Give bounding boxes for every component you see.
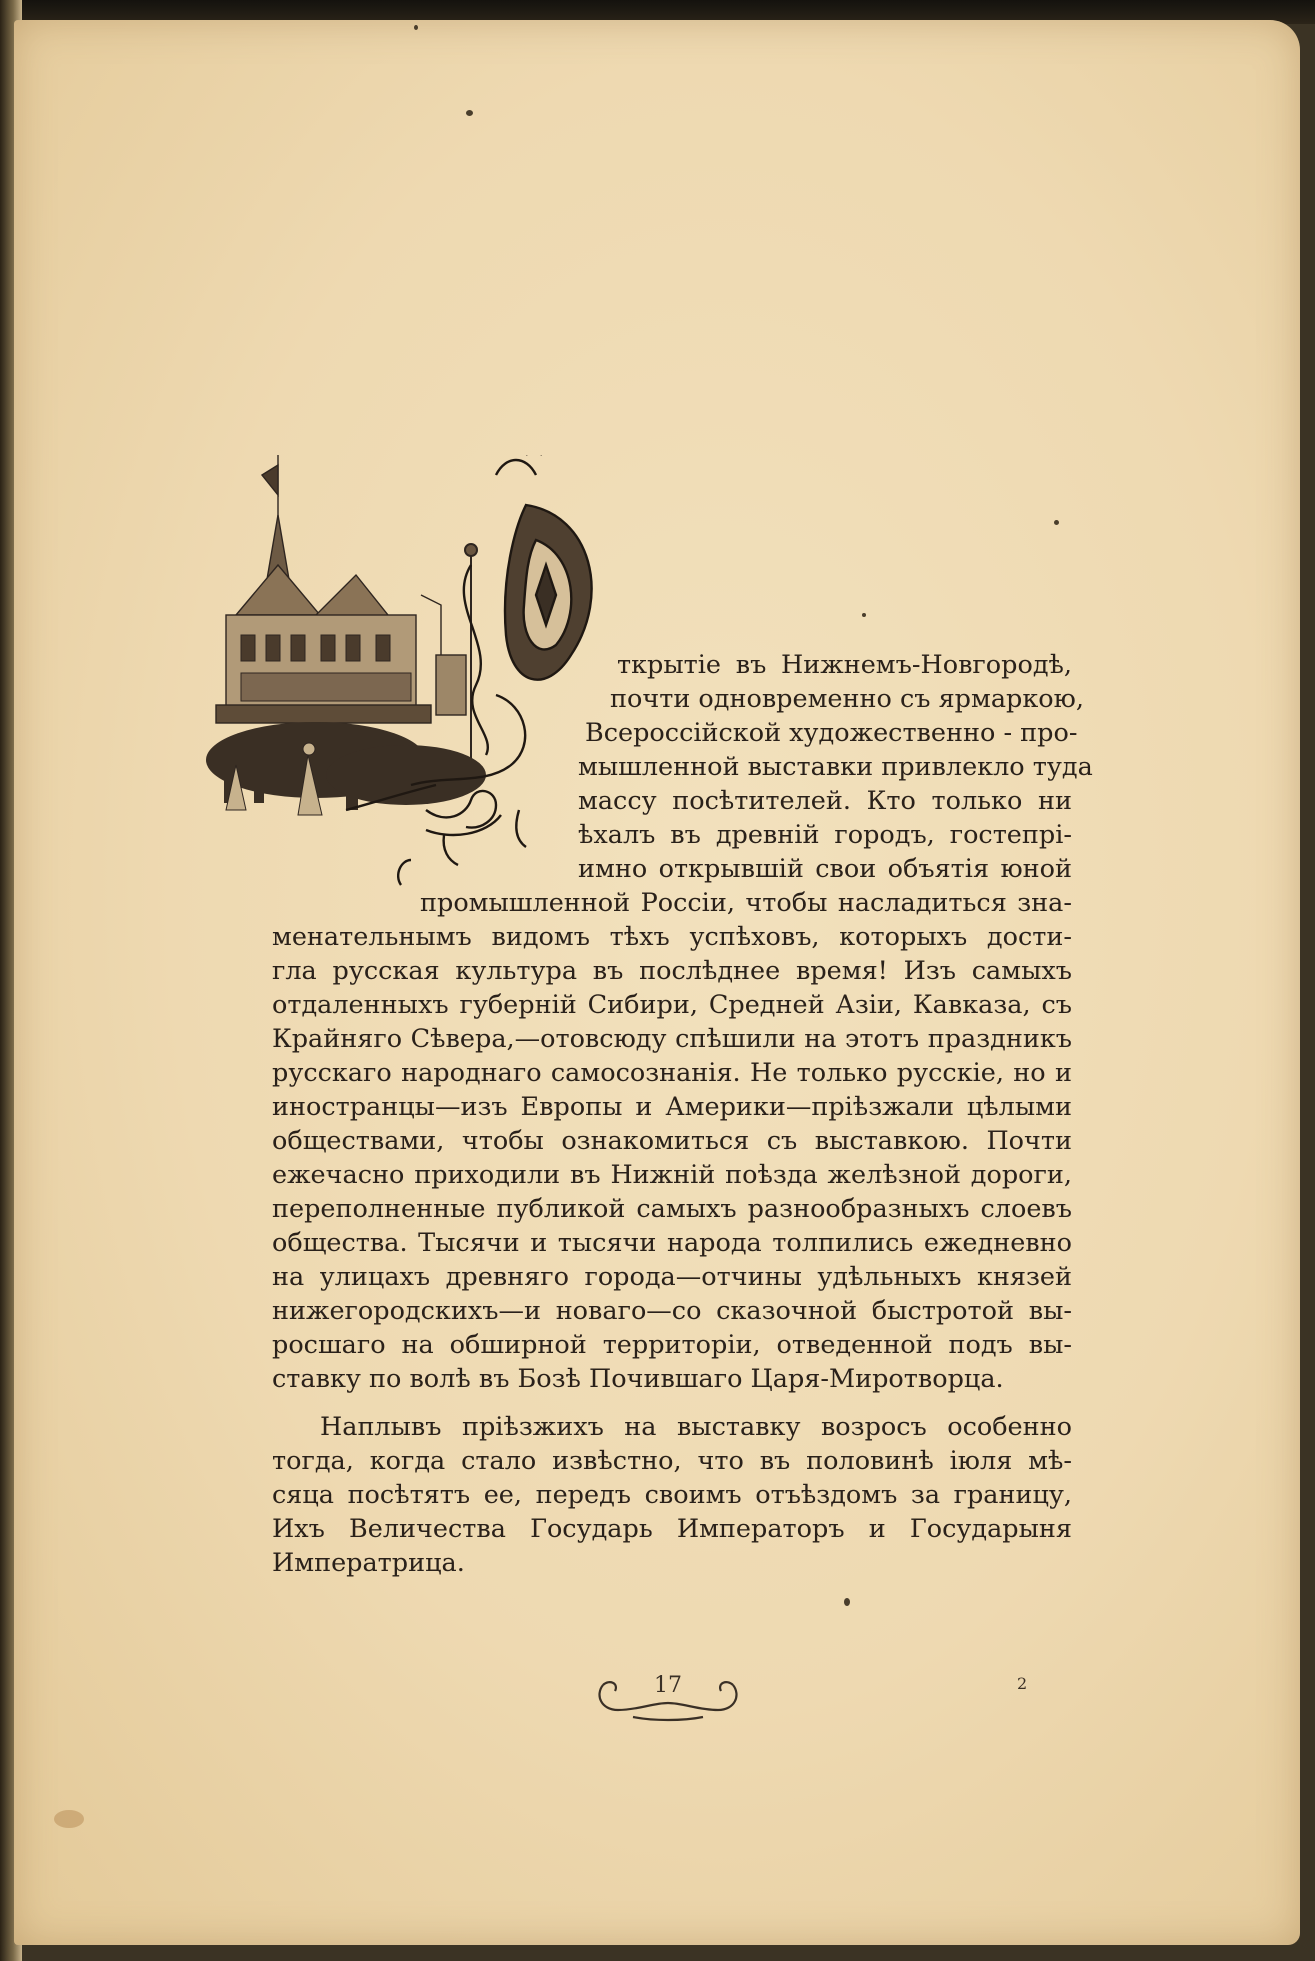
text-line: почти одновременно съ ярмаркою,	[610, 684, 1084, 714]
text-line: сяца посѣтятъ ее, передъ своимъ отъѣздомъ за границу,	[272, 1480, 1072, 1510]
text-line: Императрица.	[272, 1548, 465, 1578]
page-number-ornament	[593, 1665, 743, 1725]
text-line: Всероссійской художественно - про-	[585, 718, 1078, 748]
text-line: ежечасно приходили въ Нижній поѣзда желѣзной дороги,	[272, 1160, 1072, 1190]
text-line: русскаго народнаго самосознанія. Не только русскіе, но и	[272, 1058, 1072, 1088]
text-line: отдаленныхъ губерній Сибири, Средней Азіи, Кавказа, съ	[272, 990, 1072, 1020]
text-line: ѣхалъ въ древній городъ, гостепрі-	[578, 820, 1072, 850]
text-line: имно открывшій свои объятія юной	[578, 854, 1072, 884]
page-number: 17	[654, 1673, 682, 1698]
text-line: промышленной Россіи, чтобы насладиться зна-	[420, 888, 1072, 918]
text-line: массу посѣтителей. Кто только ни	[578, 786, 1072, 816]
text-line: иностранцы—изъ Европы и Америки—пріѣзжали цѣлыми	[272, 1092, 1072, 1122]
text-line: нижегородскихъ—и новаго—со сказочной быстротой вы-	[272, 1296, 1072, 1326]
signature-mark: 2	[1017, 1674, 1028, 1693]
text-line: Ихъ Величества Государь Императоръ и Государыня	[272, 1514, 1072, 1544]
text-line: росшаго на обширной территоріи, отведенной подъ вы-	[272, 1330, 1072, 1360]
text-line: ставку по волѣ въ Бозѣ Почившаго Царя-Миротворца.	[272, 1364, 1004, 1394]
text-line: тогда, когда стало извѣстно, что въ половинѣ іюля мѣ-	[272, 1446, 1072, 1476]
text-line: менательнымъ видомъ тѣхъ успѣховъ, которыхъ дости-	[272, 922, 1072, 952]
text-line: ткрытіе въ Нижнемъ-Новгородѣ,	[617, 650, 1072, 680]
text-line: гла русская культура въ послѣднее время! Изъ самыхъ	[272, 956, 1072, 986]
text-line: на улицахъ древняго города—отчины удѣльныхъ князей	[272, 1262, 1072, 1292]
text-line: мышленной выставки привлекло туда	[578, 752, 1093, 782]
text-line: переполненные публикой самыхъ разнообразныхъ слоевъ	[272, 1194, 1072, 1224]
text-line: Наплывъ пріѣзжихъ на выставку возросъ особенно	[320, 1412, 1072, 1442]
text-line: общества. Тысячи и тысячи народа толпились ежедневно	[272, 1228, 1072, 1258]
text-line: обществами, чтобы ознакомиться съ выставкою. Почти	[272, 1126, 1072, 1156]
text-line: Крайняго Сѣвера,—отовсюду спѣшили на этотъ праздникъ	[272, 1024, 1072, 1054]
